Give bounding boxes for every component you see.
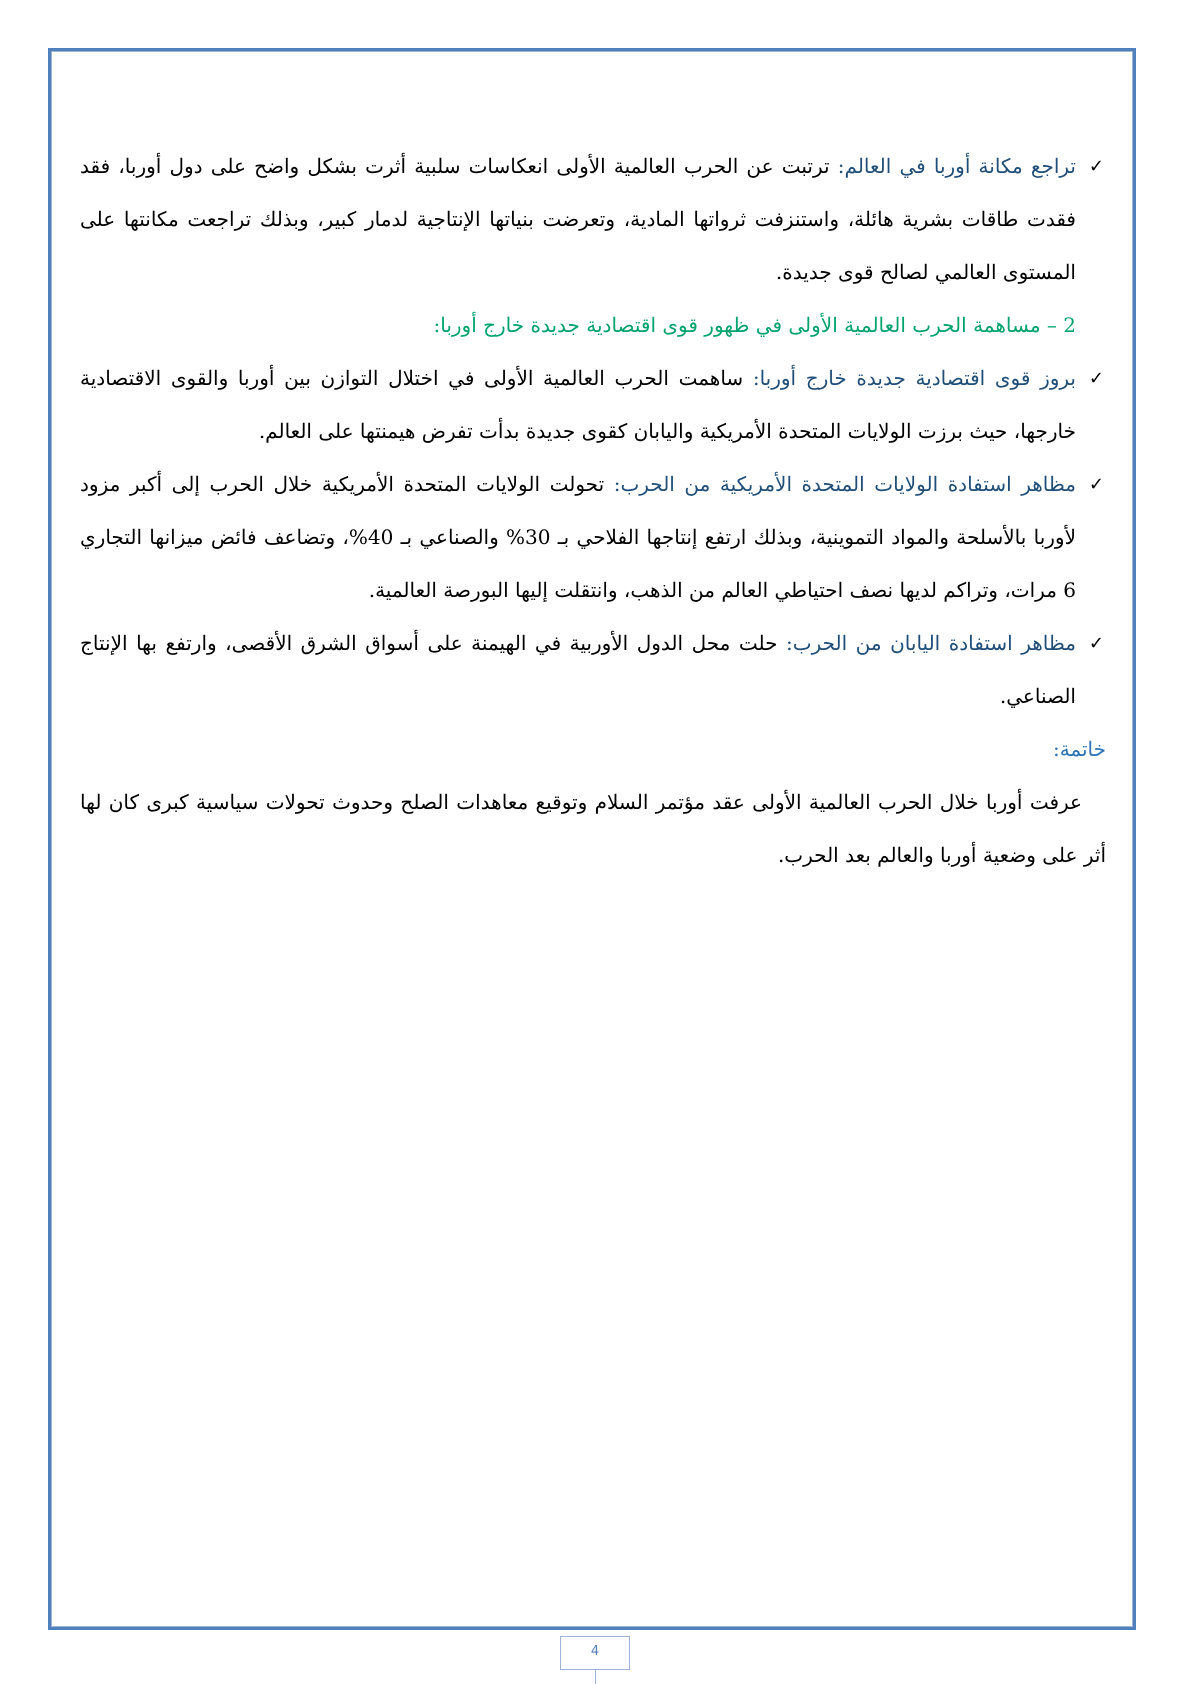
bullet-item-usa-benefits [80,458,1106,617]
bullet-lead: بروز قوى اقتصادية جديدة خارج أوربا: [752,366,1076,390]
section-heading: 2 – مساهمة الحرب العالمية الأولى في ظهور قوى اقتصادية جديدة خارج أوربا: [433,313,1076,337]
bullet-body: ترتبت عن الحرب العالمية الأولى انعكاسات سلبية أثرت بشكل واضح على دول أوربا، فقد فقدت طاقات بشرية هائلة، واستنزفت ثرواتها المادية، وتعرضت بنياتها الإنتاجية لدمار كبير، وبذلك تراجعت مكانتها على المستوى العالمي لصالح قوى جديدة. [80,154,1076,284]
checkmark-icon: ✓ [1088,474,1104,495]
bullet-body: حلت محل الدول الأوربية في الهيمنة على أسواق الشرق الأقصى، وارتفع بها الإنتاج الصناعي. [80,631,1076,708]
bullet-item-europe-decline [80,140,1106,299]
bullet-item-new-powers [80,352,1106,458]
conclusion-title: خاتمة: [1052,737,1106,761]
page-number-connector [595,1670,596,1684]
bullet-lead: تراجع مكانة أوربا في العالم: [837,154,1076,178]
bullet-lead: مظاهر استفادة الولايات المتحدة الأمريكية من الحرب: [613,472,1076,496]
checkmark-icon: ✓ [1088,156,1104,177]
conclusion-body: عرفت أوربا خلال الحرب العالمية الأولى عقد مؤتمر السلام وتوقيع معاهدات الصلح وحدوث تحولات سياسية كبرى كان لها أثر على وضعية أوربا والعالم بعد الحرب. [80,790,1106,867]
bullet-item-japan-benefits [80,617,1106,723]
bullet-body: تحولت الولايات المتحدة الأمريكية خلال الحرب إلى أكبر مزود لأوربا بالأسلحة والمواد التموينية، وبذلك ارتفع إنتاجها الفلاحي بـ 30% والصناعي بـ 40%، وتضاعف فائض ميزانها التجاري 6 مرات، وتراكم لديها نصف احتياطي العالم من الذهب، وانتقلت إليها البورصة العالمية. [80,472,1076,602]
page-number: 4 [560,1636,630,1670]
bullet-body: ساهمت الحرب العالمية الأولى في اختلال التوازن بين أوربا والقوى الاقتصادية خارجها، حيث برزت الولايات المتحدة الأمريكية واليابان كقوى جديدة بدأت تفرض هيمنتها على العالم. [80,366,1076,443]
checkmark-icon: ✓ [1088,368,1104,389]
checkmark-icon: ✓ [1088,633,1104,654]
document-body [80,140,1106,882]
bullet-lead: مظاهر استفادة اليابان من الحرب: [786,631,1076,655]
